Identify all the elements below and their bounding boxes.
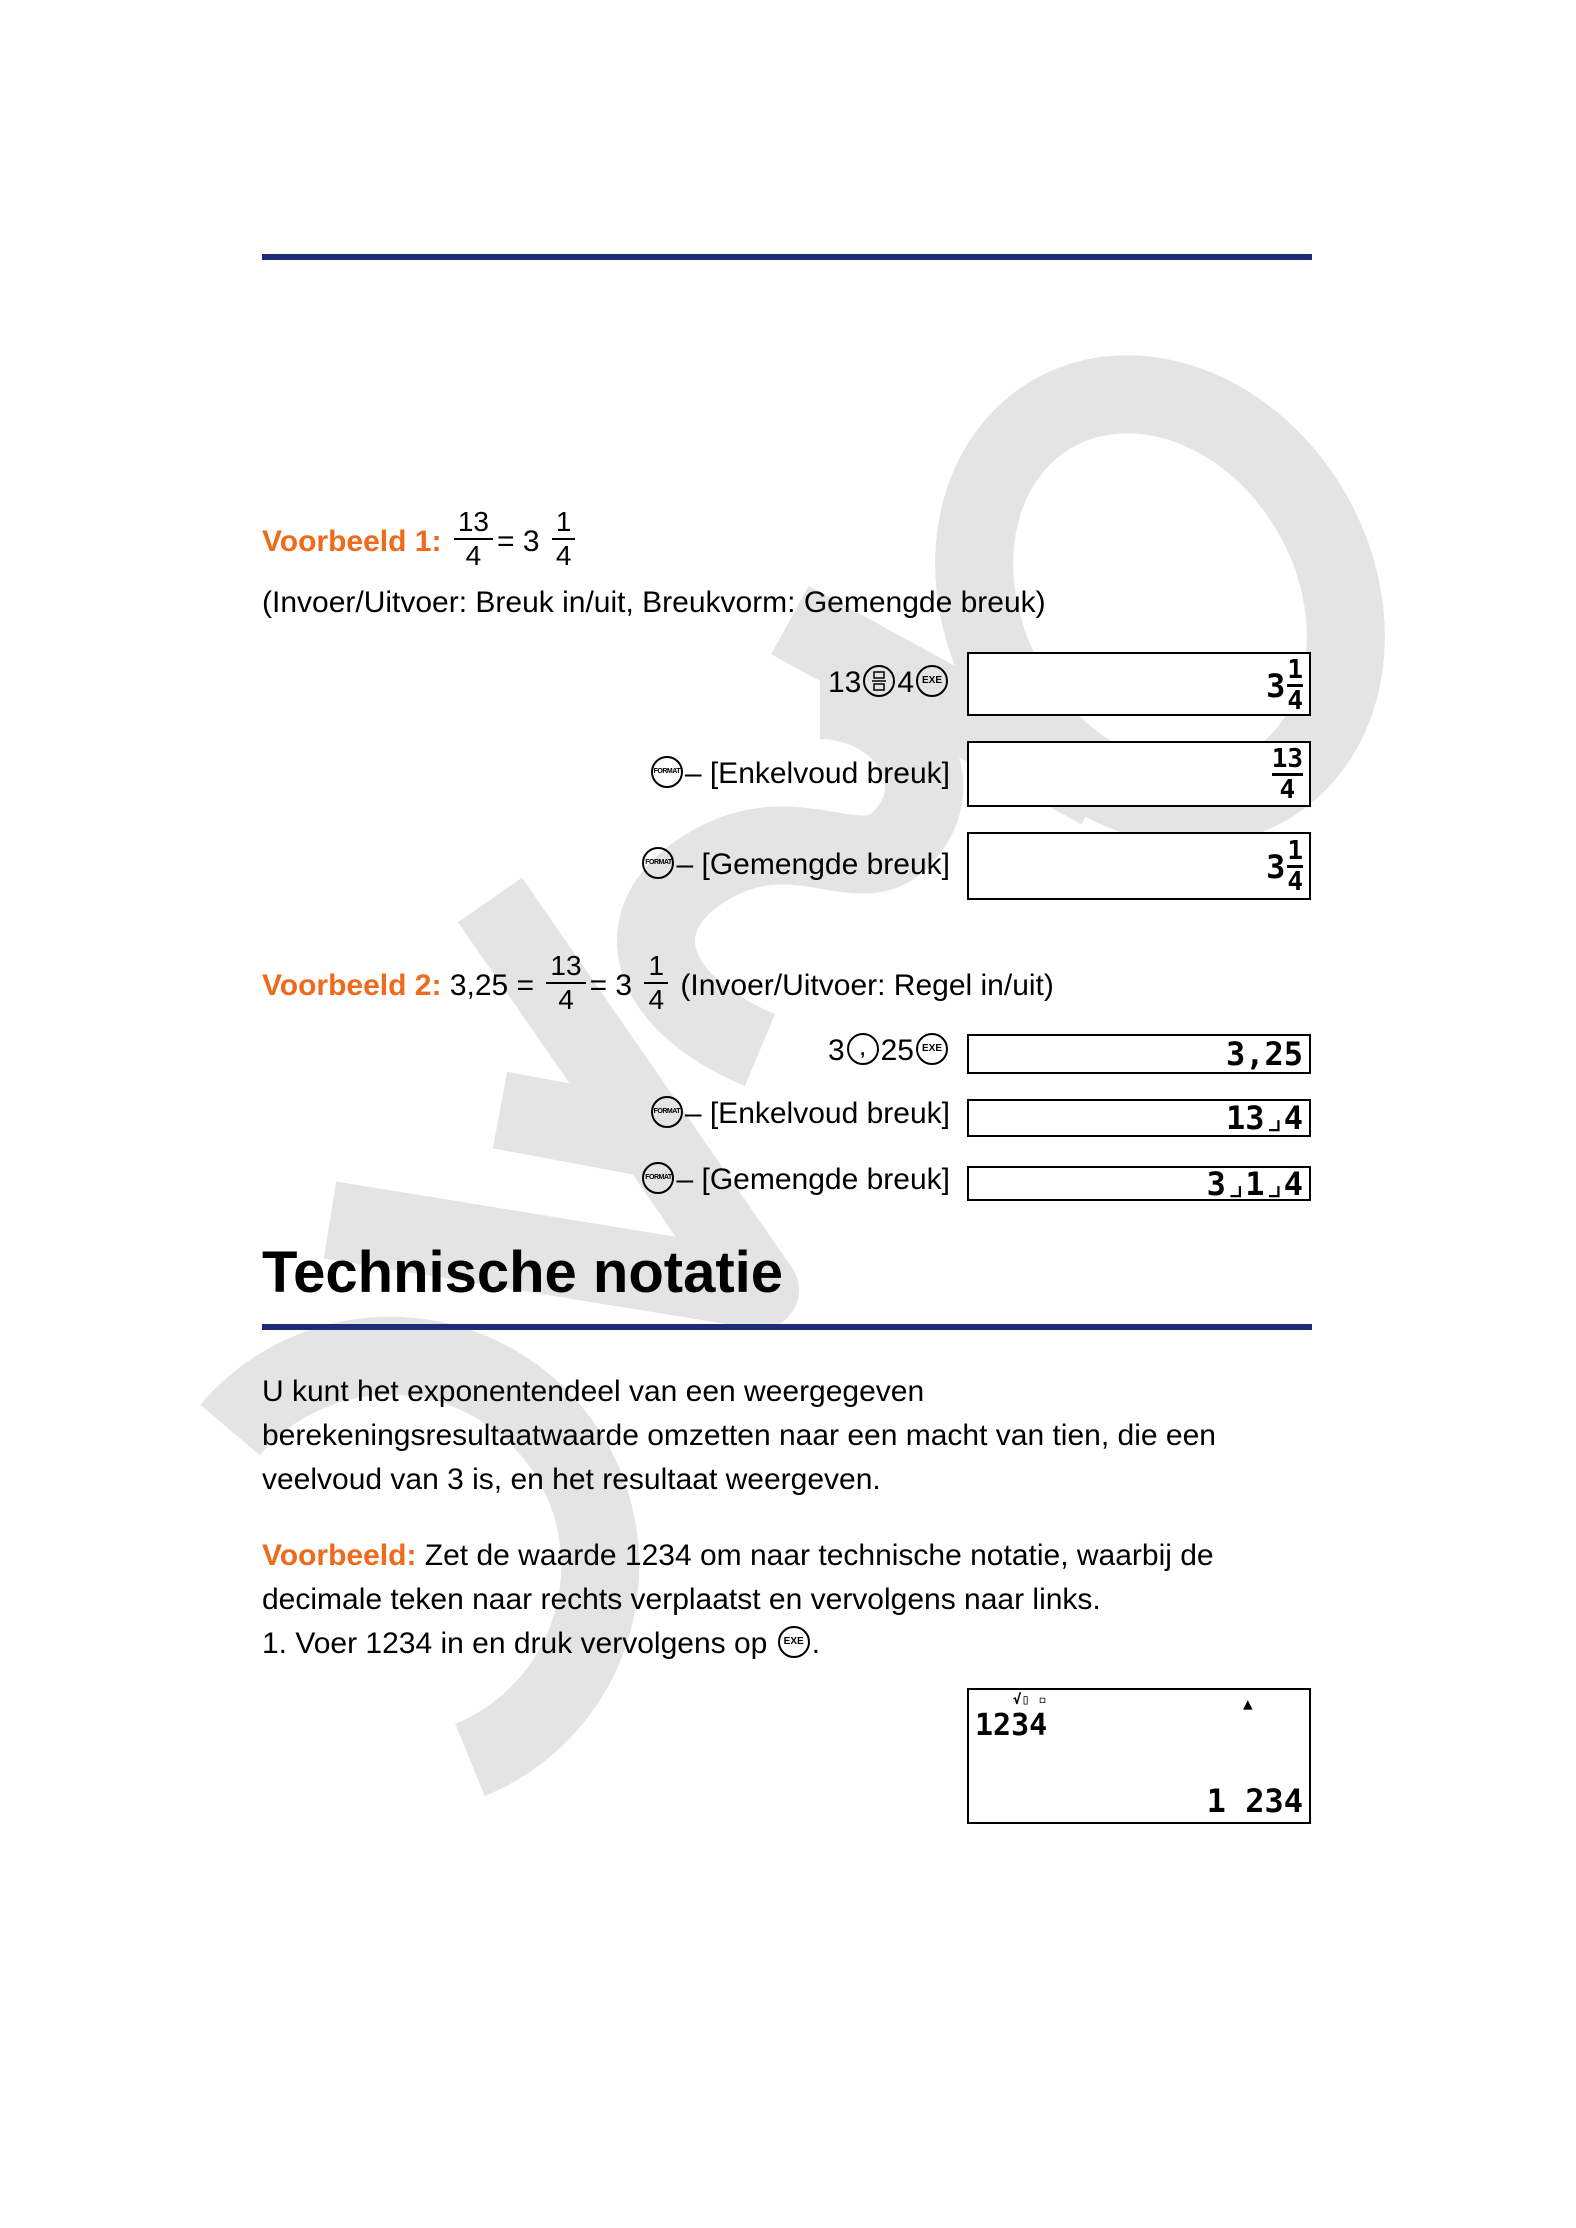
lcd-display-1: 3 1 4 [967, 652, 1311, 716]
example1-step2: FORMAT – [Enkelvoud breuk] [649, 757, 950, 791]
example1-step1: 13 4 EXE [828, 666, 950, 700]
fraction-1-4: $\frac{1}{4}$ [644, 950, 668, 1016]
sqrt-indicator-icon: √▯ ▫ [1013, 1692, 1047, 1708]
exe-key-icon: EXE [778, 1626, 810, 1658]
example2-label: Voorbeeld 2: [262, 968, 442, 1002]
exe-key-icon: EXE [916, 1033, 948, 1065]
lcd-input: 1234 [975, 1708, 1048, 1743]
example-paragraph: Voorbeeld: Zet de waarde 1234 om naar technische notatie, waarbij de decimale teken naar rechts verplaatst en vervolgens naar links. 1. Voer 1234 in en druk vervolgens op EXE . [262, 1539, 1214, 1660]
example2-step1: 3 , 25 EXE [828, 1034, 950, 1068]
exe-key-icon: EXE [916, 665, 948, 697]
example-label: Voorbeeld: [262, 1539, 417, 1572]
lcd-result: 1 234 [1206, 1782, 1303, 1820]
format-key-icon: FORMAT [642, 1162, 674, 1194]
fraction-13-4: $\frac{13}{4}$ [454, 506, 493, 572]
example1-note: (Invoer/Uitvoer: Breuk in/uit, Breukvorm: Gemengde breuk) [262, 586, 1046, 619]
example2-step2: FORMAT – [Enkelvoud breuk] [649, 1097, 950, 1131]
section-title: Technische notatie [262, 1240, 784, 1305]
lcd-display-5: 13⌟4 [967, 1099, 1311, 1137]
decimal-key-icon: , [847, 1033, 879, 1065]
example1-step3: FORMAT – [Gemengde breuk] [640, 848, 950, 882]
example1-label: Voorbeeld 1: [262, 524, 442, 558]
fraction-1-4: $\frac{1}{4}$ [552, 506, 576, 572]
top-rule [262, 254, 1312, 260]
fraction-13-4: $\frac{13}{4}$ [546, 950, 585, 1016]
format-key-icon: FORMAT [642, 847, 674, 879]
lcd-display-2: 13 4 [967, 741, 1311, 807]
lcd-display-4: 3,25 [967, 1034, 1311, 1074]
intro-paragraph: U kunt het exponentendeel van een weergegeven berekeningsresultaatwaarde omzetten naar een macht van tien, die een veelvoud van 3 is, en het resultaat weergeven. [262, 1375, 1216, 1496]
fraction-key-icon [863, 665, 895, 697]
lcd-display-6: 3⌟1⌟4 [967, 1166, 1311, 1201]
example1-heading: Voorbeeld 1: $\frac{13}{4}$ = 3 $\frac{1}{4}$ [262, 510, 579, 576]
lcd-display-7 [967, 1688, 1311, 1824]
lcd-display-3: 3 1 4 [967, 832, 1311, 900]
format-key-icon: FORMAT [651, 756, 683, 788]
example2-note: (Invoer/Uitvoer: Regel in/uit) [680, 968, 1054, 1002]
scroll-up-indicator-icon: ▲ [1243, 1694, 1253, 1713]
example2-heading: Voorbeeld 2: 3,25 = $\frac{13}{4}$ = 3 $\frac{1}{4}$ (Invoer/Uitvoer: Regel in/uit) [262, 950, 1054, 1015]
format-key-icon: FORMAT [651, 1096, 683, 1128]
section-rule [262, 1324, 1312, 1330]
example2-step3: FORMAT – [Gemengde breuk] [640, 1163, 950, 1197]
